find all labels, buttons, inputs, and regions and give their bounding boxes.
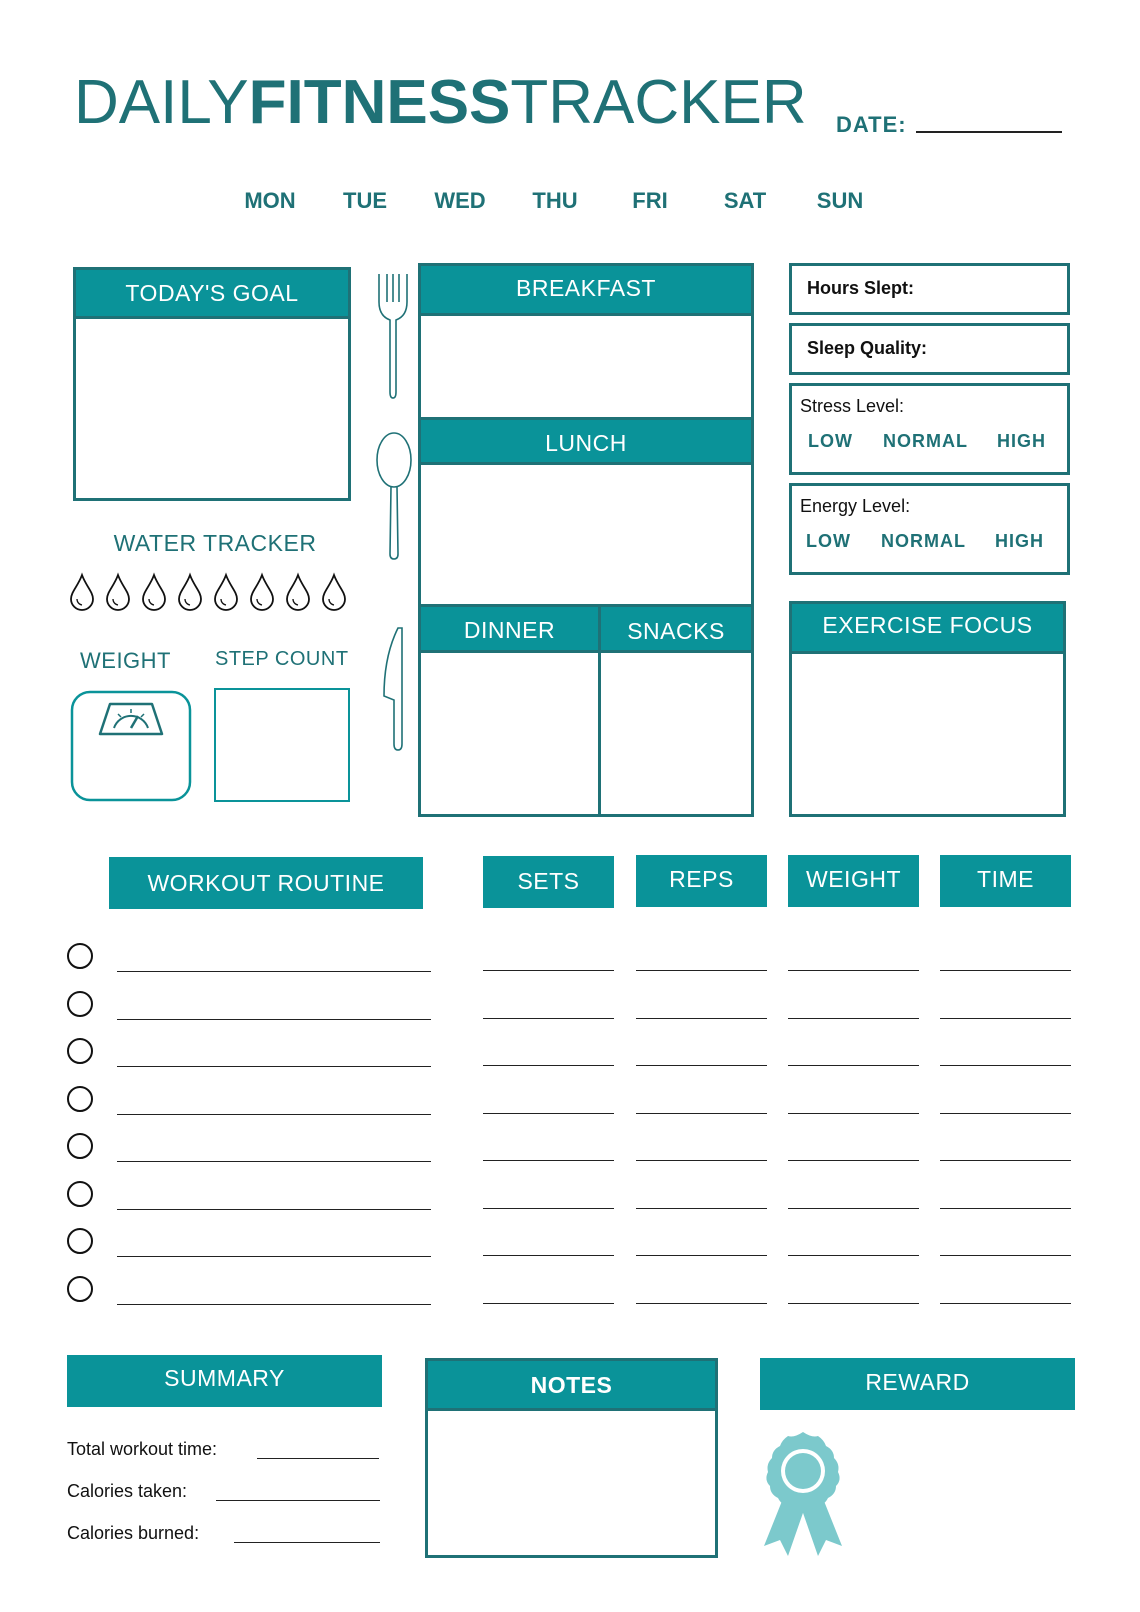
row-checkbox[interactable] bbox=[67, 1181, 93, 1207]
notes-box[interactable] bbox=[425, 1358, 718, 1558]
row-checkbox[interactable] bbox=[67, 1133, 93, 1159]
exercise-name-field[interactable] bbox=[117, 971, 431, 972]
title-daily: DAILY bbox=[74, 68, 249, 137]
date-label: DATE: bbox=[836, 112, 907, 137]
page-title bbox=[74, 68, 807, 137]
scale-icon bbox=[70, 690, 192, 802]
sets-header: SETS bbox=[483, 856, 614, 908]
meals-panel bbox=[418, 263, 754, 817]
time-field[interactable] bbox=[940, 1255, 1071, 1256]
goal-header: TODAY'S GOAL bbox=[76, 270, 348, 319]
water-tracker-title: WATER TRACKER bbox=[113, 530, 317, 556]
sets-field[interactable] bbox=[483, 1208, 614, 1209]
step-count-title: STEP COUNT bbox=[215, 648, 349, 670]
time-field[interactable] bbox=[940, 1113, 1071, 1114]
weight-title: WEIGHT bbox=[80, 648, 171, 673]
reps-field[interactable] bbox=[636, 1065, 767, 1066]
water-drop-icon[interactable] bbox=[179, 575, 201, 610]
hours-slept-box[interactable] bbox=[789, 263, 1070, 315]
sets-field[interactable] bbox=[483, 1255, 614, 1256]
calories-burned-field[interactable] bbox=[234, 1542, 380, 1543]
award-ribbon-icon bbox=[760, 1430, 846, 1558]
calories-burned-label: Calories burned: bbox=[67, 1523, 200, 1543]
water-drop-icon[interactable] bbox=[215, 575, 237, 610]
fork-icon bbox=[376, 272, 410, 402]
date-field[interactable] bbox=[916, 131, 1062, 133]
goal-box[interactable] bbox=[73, 267, 351, 501]
time-field[interactable] bbox=[940, 970, 1071, 971]
water-drop-icon[interactable] bbox=[71, 575, 93, 610]
day-wed[interactable]: WED bbox=[434, 188, 486, 213]
day-sat[interactable]: SAT bbox=[723, 188, 767, 213]
exercise-name-field[interactable] bbox=[117, 1066, 431, 1067]
weight-header: WEIGHT bbox=[788, 855, 919, 907]
lunch-header: LUNCH bbox=[421, 417, 751, 465]
energy-high[interactable]: HIGH bbox=[995, 531, 1044, 551]
knife-icon bbox=[380, 626, 410, 752]
water-drop-icon[interactable] bbox=[251, 575, 273, 610]
row-checkbox[interactable] bbox=[67, 1086, 93, 1112]
day-thu[interactable]: THU bbox=[532, 188, 578, 213]
reps-field[interactable] bbox=[636, 1160, 767, 1161]
water-drop-icon[interactable] bbox=[143, 575, 165, 610]
row-checkbox[interactable] bbox=[67, 1038, 93, 1064]
exercise-name-field[interactable] bbox=[117, 1019, 431, 1020]
sleep-quality-box[interactable] bbox=[789, 323, 1070, 375]
lunch-area[interactable] bbox=[421, 465, 751, 604]
reps-field[interactable] bbox=[636, 1303, 767, 1304]
breakfast-area[interactable] bbox=[421, 313, 751, 417]
row-checkbox[interactable] bbox=[67, 943, 93, 969]
weight-field[interactable] bbox=[788, 1160, 919, 1161]
stress-level-label: Stress Level: bbox=[800, 396, 905, 416]
reps-header: REPS bbox=[636, 855, 767, 907]
exercise-name-field[interactable] bbox=[117, 1114, 431, 1115]
total-workout-time-label: Total workout time: bbox=[67, 1439, 218, 1459]
dinner-area[interactable] bbox=[421, 653, 598, 814]
day-fri[interactable]: FRI bbox=[632, 188, 668, 213]
day-tue[interactable]: TUE bbox=[343, 188, 387, 213]
exercise-focus-header: EXERCISE FOCUS bbox=[792, 604, 1063, 654]
sets-field[interactable] bbox=[483, 1303, 614, 1304]
reps-field[interactable] bbox=[636, 1208, 767, 1209]
spoon-icon bbox=[374, 432, 414, 562]
water-drop-icon[interactable] bbox=[287, 575, 309, 610]
energy-normal[interactable]: NORMAL bbox=[881, 531, 966, 551]
exercise-name-field[interactable] bbox=[117, 1256, 431, 1257]
time-field[interactable] bbox=[940, 1208, 1071, 1209]
calories-taken-label: Calories taken: bbox=[67, 1481, 188, 1501]
water-drops bbox=[70, 572, 360, 612]
title-tracker: TRACKER bbox=[510, 68, 807, 137]
weight-field[interactable] bbox=[788, 1303, 919, 1304]
workout-routine-header: WORKOUT ROUTINE bbox=[109, 857, 423, 909]
energy-low[interactable]: LOW bbox=[806, 531, 851, 551]
weight-field[interactable] bbox=[788, 1113, 919, 1114]
exercise-name-field[interactable] bbox=[117, 1304, 431, 1305]
total-workout-time-field[interactable] bbox=[257, 1458, 379, 1459]
title-fitness: FITNESS bbox=[248, 68, 511, 137]
exercise-focus-box[interactable] bbox=[789, 601, 1066, 817]
summary-header: SUMMARY bbox=[67, 1355, 382, 1407]
row-checkbox[interactable] bbox=[67, 1276, 93, 1302]
weight-field[interactable] bbox=[788, 970, 919, 971]
snacks-header: SNACKS bbox=[598, 604, 751, 653]
sets-field[interactable] bbox=[483, 1065, 614, 1066]
reps-field[interactable] bbox=[636, 1018, 767, 1019]
reps-field[interactable] bbox=[636, 970, 767, 971]
exercise-name-field[interactable] bbox=[117, 1209, 431, 1210]
exercise-name-field[interactable] bbox=[117, 1161, 431, 1162]
reward-header: REWARD bbox=[760, 1358, 1075, 1410]
water-drop-icon[interactable] bbox=[107, 575, 129, 610]
time-field[interactable] bbox=[940, 1065, 1071, 1066]
row-checkbox[interactable] bbox=[67, 1228, 93, 1254]
day-mon[interactable]: MON bbox=[244, 188, 296, 213]
energy-level-label: Energy Level: bbox=[800, 496, 911, 516]
dinner-header: DINNER bbox=[421, 604, 598, 653]
sets-field[interactable] bbox=[483, 1160, 614, 1161]
day-sun[interactable]: SUN bbox=[816, 188, 864, 213]
sleep-quality-label: Sleep Quality: bbox=[807, 338, 928, 358]
calories-taken-field[interactable] bbox=[216, 1500, 380, 1501]
notes-header: NOTES bbox=[428, 1361, 715, 1411]
breakfast-header: BREAKFAST bbox=[421, 266, 751, 316]
weight-field[interactable] bbox=[788, 1208, 919, 1209]
row-checkbox[interactable] bbox=[67, 991, 93, 1017]
weight-field[interactable] bbox=[788, 1065, 919, 1066]
weight-field[interactable] bbox=[788, 1255, 919, 1256]
time-field[interactable] bbox=[940, 1160, 1071, 1161]
reps-field[interactable] bbox=[636, 1113, 767, 1114]
stress-low[interactable]: LOW bbox=[808, 431, 853, 451]
water-drop-icon[interactable] bbox=[323, 575, 345, 610]
time-header: TIME bbox=[940, 855, 1071, 907]
sets-field[interactable] bbox=[483, 1018, 614, 1019]
hours-slept-label: Hours Slept: bbox=[807, 278, 915, 298]
snacks-area[interactable] bbox=[601, 653, 751, 814]
stress-level-box bbox=[789, 383, 1070, 475]
sets-field[interactable] bbox=[483, 970, 614, 971]
time-field[interactable] bbox=[940, 1018, 1071, 1019]
stress-normal[interactable]: NORMAL bbox=[883, 431, 968, 451]
step-count-box[interactable] bbox=[214, 688, 350, 802]
energy-level-box bbox=[789, 483, 1070, 575]
reps-field[interactable] bbox=[636, 1255, 767, 1256]
weight-field[interactable] bbox=[788, 1018, 919, 1019]
time-field[interactable] bbox=[940, 1303, 1071, 1304]
stress-high[interactable]: HIGH bbox=[997, 431, 1046, 451]
sets-field[interactable] bbox=[483, 1113, 614, 1114]
